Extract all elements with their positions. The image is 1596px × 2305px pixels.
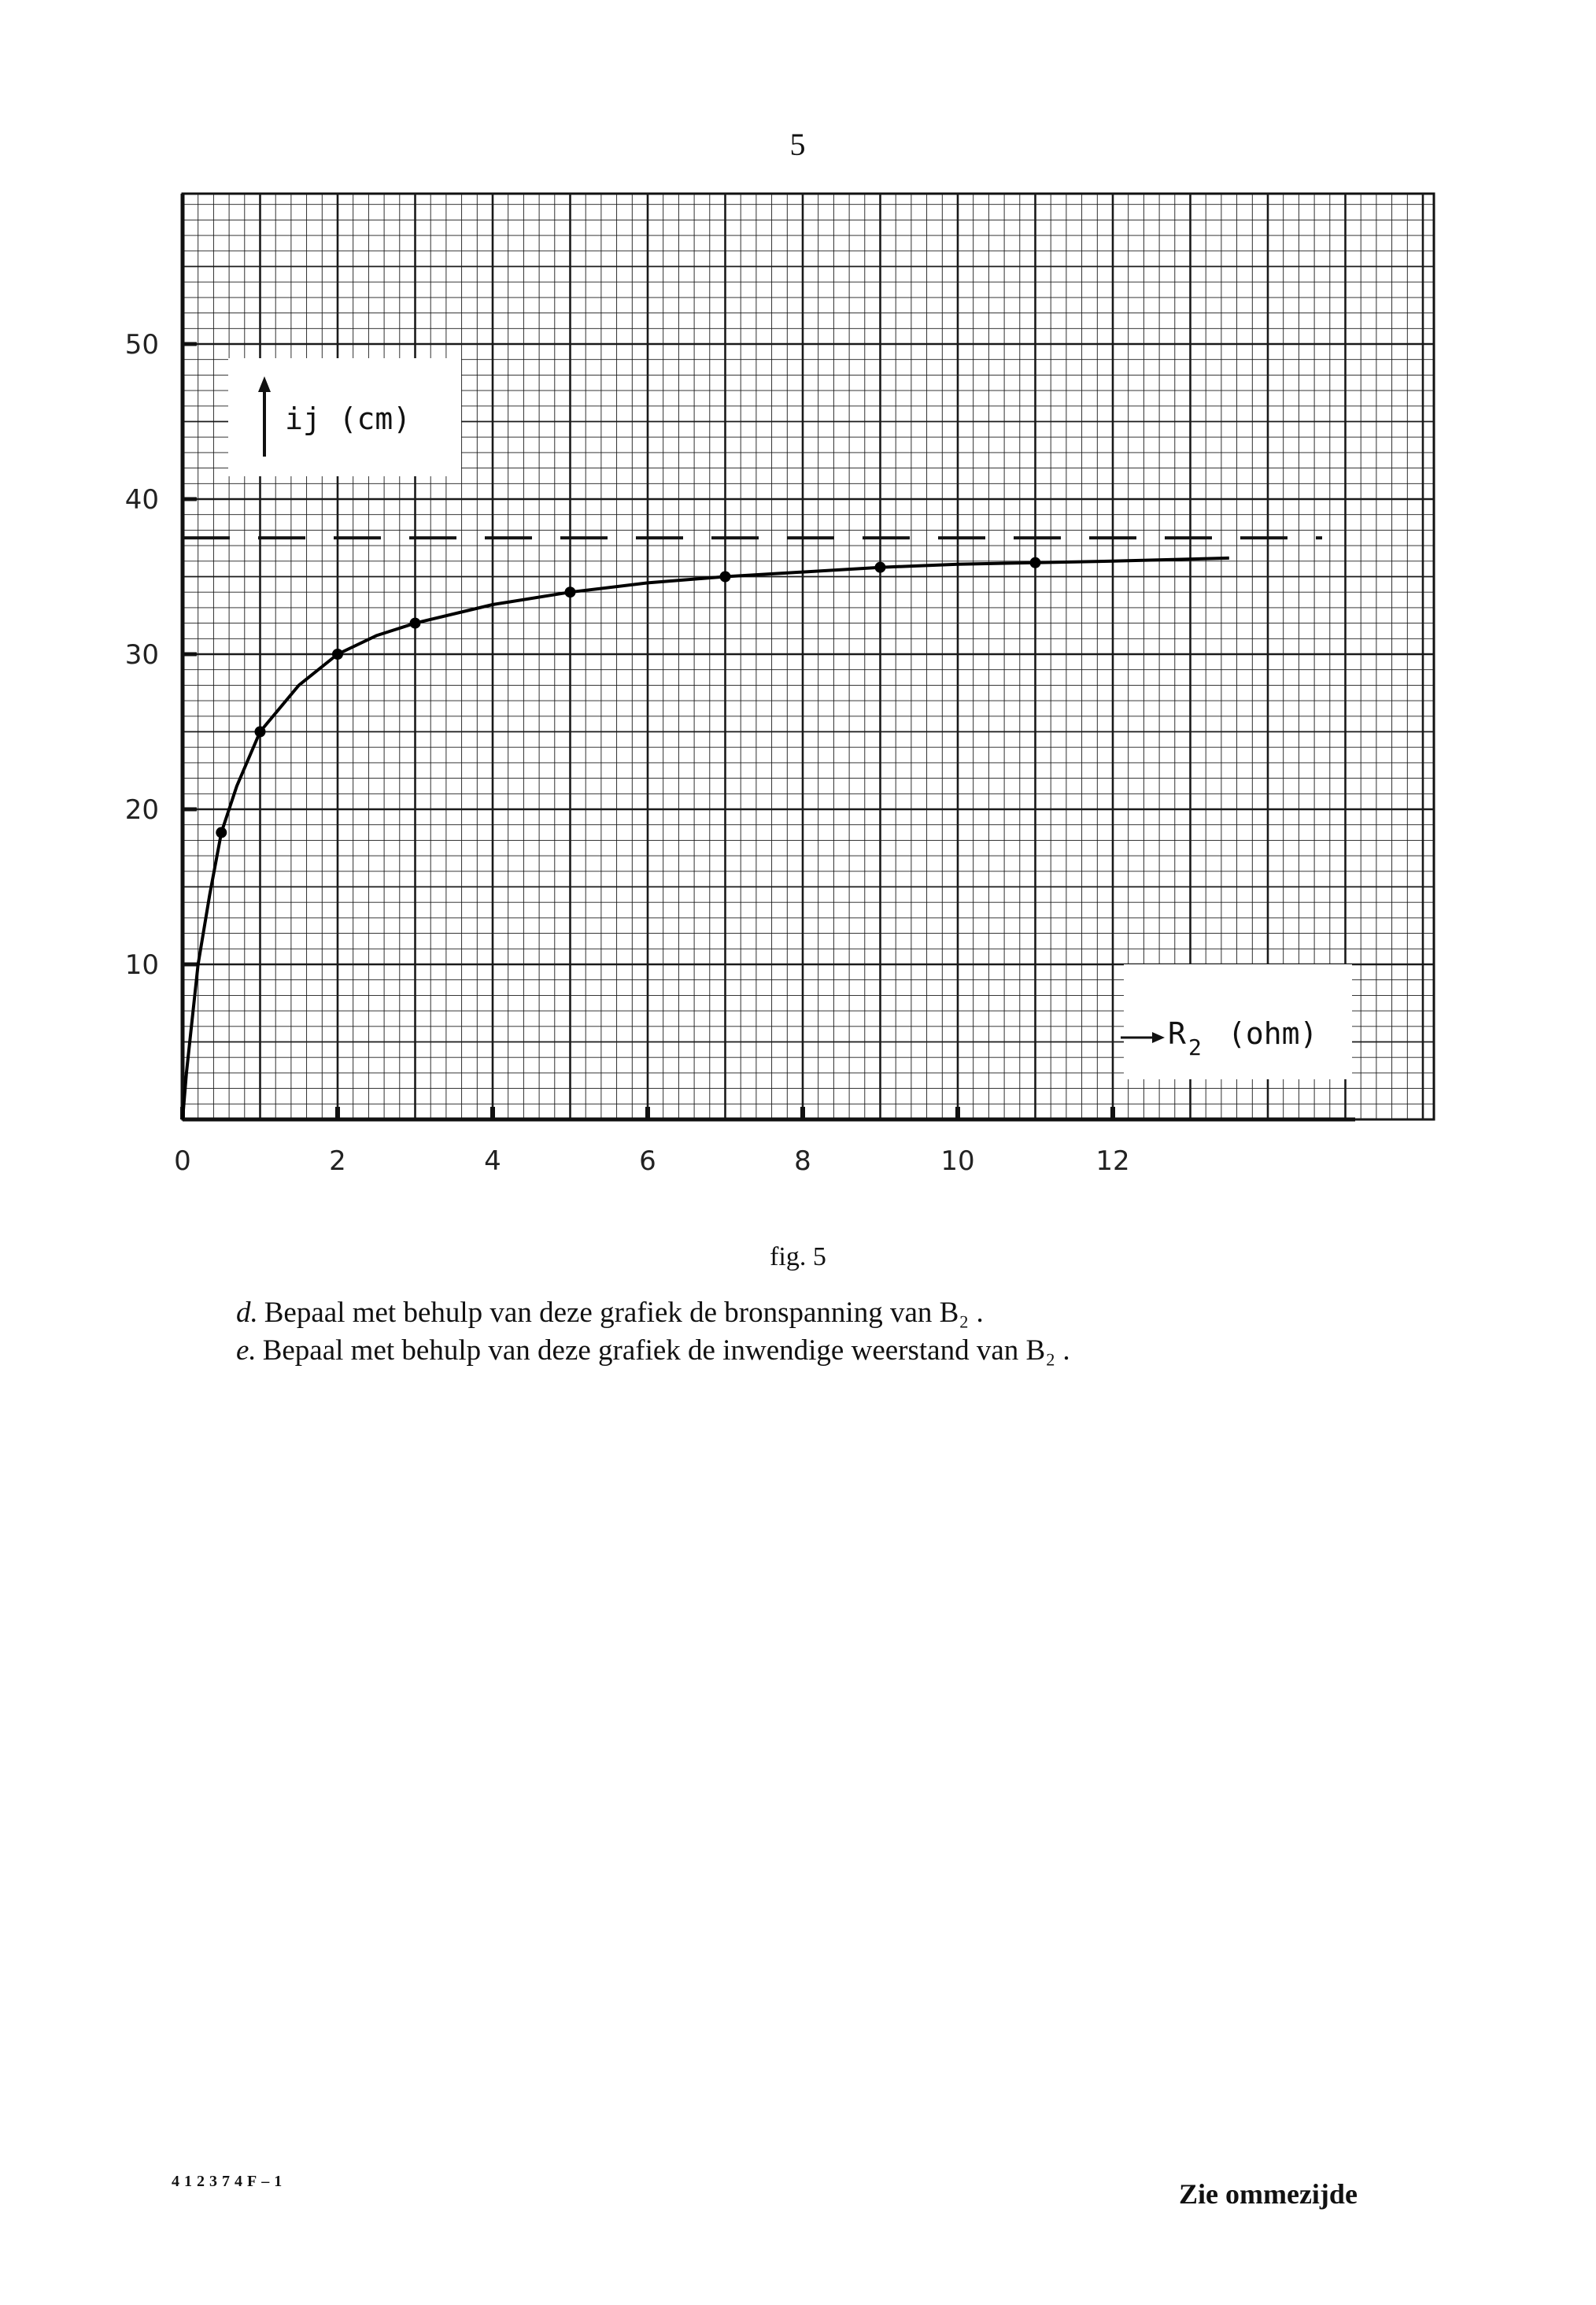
data-point — [216, 827, 227, 838]
data-point — [720, 572, 731, 583]
question-list — [236, 1294, 1070, 1370]
x-axis-label-unit: (ohm) — [1228, 1016, 1318, 1051]
x-axis-label-subscript: 2 — [1188, 1034, 1202, 1060]
question-d — [236, 1294, 1070, 1332]
data-point — [565, 586, 576, 598]
question-d-letter: d. — [236, 1297, 258, 1329]
y-tick-label: 50 — [124, 329, 159, 361]
x-tick-label: 4 — [484, 1145, 501, 1177]
exam-code: 412374F–1 — [172, 2173, 287, 2190]
data-point — [332, 649, 343, 660]
x-tick-label: 6 — [639, 1145, 656, 1177]
y-axis-label: ij (cm) — [285, 401, 412, 436]
x-axis-caption-box — [1121, 964, 1352, 1079]
y-tick-label: 30 — [124, 639, 159, 671]
y-tick-label: 10 — [124, 949, 159, 981]
y-axis-caption-box — [228, 358, 461, 476]
x-axis-label-main: R — [1168, 1016, 1186, 1051]
data-point — [875, 562, 886, 573]
x-tick-label: 12 — [1095, 1145, 1130, 1177]
x-tick-label: 0 — [174, 1145, 191, 1177]
data-point — [255, 727, 266, 738]
question-e-letter: e. — [236, 1334, 257, 1367]
question-e-text: Bepaal met behulp van deze grafiek de inwendige weerstand van B₂ . — [262, 1334, 1070, 1367]
y-tick-label: 40 — [124, 484, 159, 516]
data-point — [1030, 557, 1041, 568]
question-e — [236, 1332, 1070, 1370]
page-number: 5 — [789, 127, 807, 162]
figure-caption: fig. 5 — [770, 1242, 826, 1271]
data-point — [410, 618, 421, 629]
x-tick-label: 2 — [329, 1145, 346, 1177]
x-tick-label: 8 — [794, 1145, 811, 1177]
question-d-text: Bepaal met behulp van deze grafiek de bronspanning van B₂ . — [264, 1297, 984, 1329]
y-tick-label: 20 — [124, 794, 159, 826]
x-tick-label: 10 — [940, 1145, 975, 1177]
turn-over-note: Zie ommezijde — [1179, 2178, 1358, 2210]
